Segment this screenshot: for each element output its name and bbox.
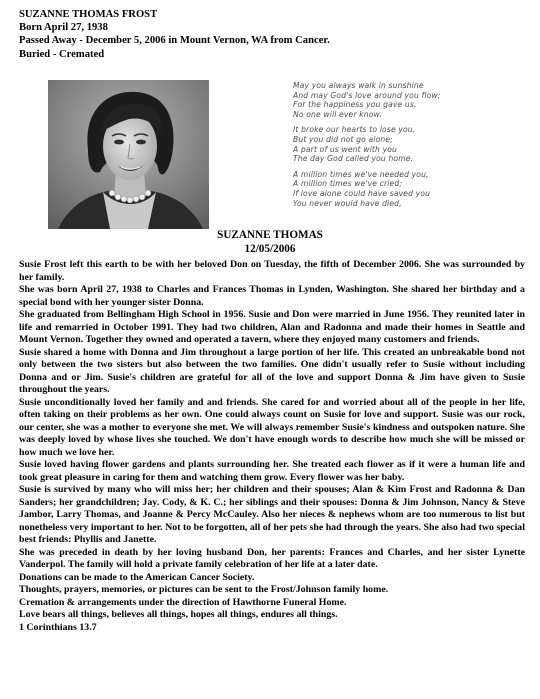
memorial-date: 12/05/2006	[244, 243, 296, 255]
obituary-paragraph: 1 Corinthians 13.7	[19, 621, 97, 633]
portrait-photo	[48, 80, 209, 229]
poem-line: For the happiness you gave us,	[293, 100, 417, 110]
deceased-name: SUZANNE THOMAS FROST	[19, 9, 158, 20]
poem-line: May you always walk in sunshine	[293, 81, 424, 90]
memorial-poem	[293, 81, 440, 214]
poem-stanza	[293, 125, 440, 163]
poem-line: It broke our hearts to lose you,	[293, 125, 416, 135]
poem-line: The day God called you home.	[293, 154, 414, 164]
birth-date: Born April 27, 1938	[19, 22, 108, 34]
obituary-paragraph: Love bears all things, believes all things, hopes all things, endures all things.	[19, 609, 338, 620]
obituary-paragraph: Donations can be made to the American Cancer Society.	[19, 571, 255, 583]
portrait-photo-icon	[48, 80, 209, 229]
poem-line: You never would have died,	[293, 198, 402, 208]
poem-line: And may God's love around you flow;	[293, 90, 441, 100]
obituary-paragraph: Susie loved having flower gardens and plants surrounding her. She treated each flower as if it were a human life and took great pleasure in caring for them and watching them grow. Every flower was her baby.	[19, 459, 525, 483]
obituary-body	[19, 259, 525, 634]
obituary-paragraph: Susie Frost left this earth to be with her beloved Don on Tuesday, the fifth of December 2006. She was surrounded by her family.	[19, 259, 525, 283]
obituary-paragraph: Thoughts, prayers, memories, or pictures can be sent to the Frost/Johnson family home.	[19, 584, 389, 595]
poem-line: A part of us went with you	[293, 144, 397, 154]
poem-line: But you did not go alone;	[293, 134, 393, 144]
death-info: Passed Away - December 5, 2006 in Mount Vernon, WA from Cancer.	[19, 35, 330, 47]
obituary-paragraph: Cremation & arrangements under the direction of Hawthorne Funeral Home.	[19, 596, 347, 608]
obituary-paragraph: She was preceded in death by her loving husband Don, her parents: Frances and Charles, and her sister Lynette Vanderpol. The family will hold a private family celebration of her life at a later date.	[19, 546, 525, 570]
obituary-paragraph: Susie shared a home with Donna and Jim throughout a large portion of her life. This created an unbreakable bond not only between the two sisters but also between the two families. One didn't usually refer to Susie without including Donna and or Jim. Susie's children are grateful for all of the love and support Donna & Jim have given to Susie throughout the years.	[19, 346, 525, 395]
obituary-paragraph: She was born April 27, 1938 to Charles and Frances Thomas in Lynden, Washington. She shared her birthday and a special bond with her younger sister Donna.	[19, 284, 525, 308]
poem-line: No one will ever know.	[293, 109, 382, 119]
poem-stanza	[293, 81, 440, 119]
poem-stanza	[293, 170, 440, 208]
poem-line: If love alone could have saved you	[293, 188, 431, 198]
obituary-header	[19, 8, 330, 61]
poem-line: A million times we've needed you,	[293, 169, 429, 179]
obituary-paragraph: Susie is survived by many who will miss her; her children and their spouses; Alan & Kim Frost and Radonna & Dan Sanders; her grandchildren; Jay. Cody, & K. C.; her siblings and their spouses: Donna & Jim Johnson, Nancy & Steve Jambor, Larry Thomas, and Joanne & Percy McCauley. Also her nieces & nephews whom are too numerous to list but nonetheless very important to her. Not to be forgotten, all of her pets she had through the years. She also had two special best friends: Phyllis and Janette.	[19, 484, 525, 545]
memorial-title: SUZANNE THOMAS	[217, 229, 323, 241]
obituary-paragraph: Susie unconditionally loved her family and and friends. She cared for and worried about all of the people in her life, often taking on their problems as her own. One could always count on Susie for love and support. Susie was our rock, our center, she was a mother to everyone she met. We will always remember Susie's kindness and outspoken nature. She was deeply loved by whose lives she touched. We don't have enough words to describe how much she will be missed or how much we love her.	[19, 396, 525, 458]
obituary-paragraph: She graduated from Bellingham High School in 1956. Susie and Don were married in June 1956. They reunited later in life and remarried in October 1991. They had two children, Alan and Radonna and made their homes in Seattle and Mount Vernon. Together they owned and operated a tavern, where they enjoyed many customers and friends.	[19, 309, 525, 345]
burial-info: Buried - Cremated	[19, 48, 105, 60]
poem-line: A million times we've cried;	[293, 179, 403, 189]
